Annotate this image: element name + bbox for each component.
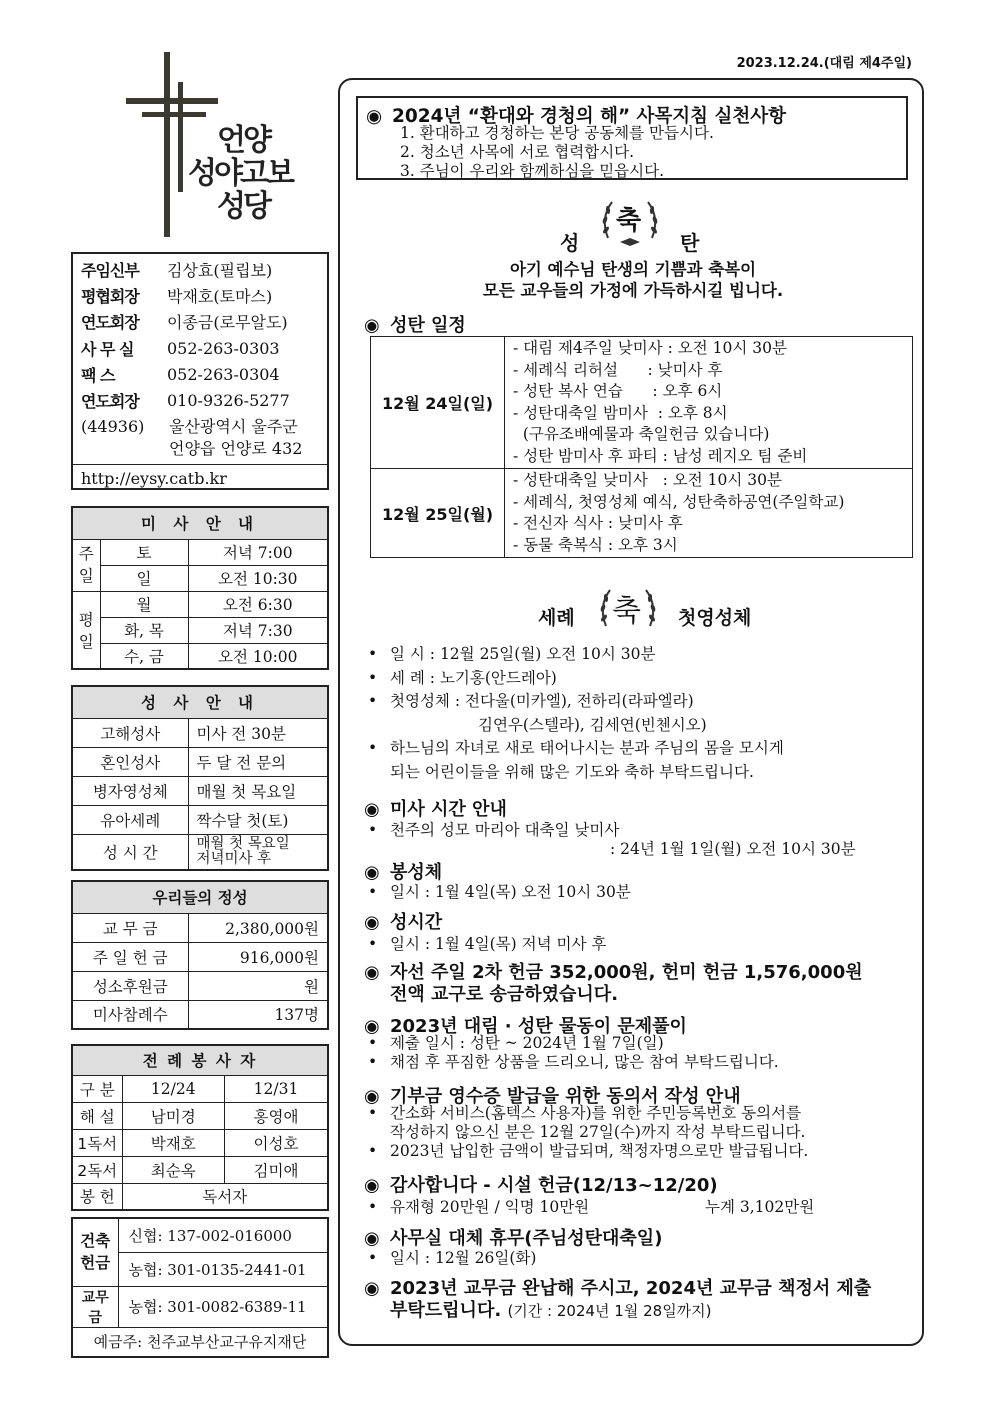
schedule-table (370, 336, 913, 558)
final-line2b: (기간 : 2024년 1월 28일까지) (507, 1302, 712, 1320)
target-bullet-icon: ◉ (364, 799, 380, 820)
mass-day: 수, 금 (100, 643, 188, 669)
mass-day: 화, 목 (100, 617, 188, 643)
mass-time: 저녁 7:30 (188, 617, 328, 643)
info-value: 010-9326-5277 (167, 391, 290, 411)
target-bullet-icon: ◉ (364, 1086, 380, 1107)
mass-guide-table (71, 506, 329, 670)
parish-logo (122, 52, 332, 242)
servers-key: 1독서 (72, 1129, 122, 1156)
christmas-right: 탄 (680, 231, 700, 255)
server-name: 김미애 (224, 1156, 328, 1183)
gyomu-label: 교무금 (72, 1286, 118, 1327)
info-key: 연도회장 (81, 313, 139, 333)
notice-line: 채점 후 푸짐한 상품을 드리오니, 많은 참여 부탁드립니다. (390, 1053, 779, 1071)
mass-guide-title: 미 사 안 내 (72, 507, 328, 539)
weekday-label: 평 일 (72, 591, 100, 669)
info-value: 박재호(토마스) (167, 286, 273, 306)
info-key: 연도회장 (81, 392, 139, 412)
servers-key: 구 분 (72, 1075, 122, 1102)
info-key: 팩 스 (81, 365, 115, 385)
baptism-line: 되는 어린이들을 위해 많은 기도와 축하 부탁드립니다. (390, 762, 754, 781)
building-fund-label: 건축 헌금 (72, 1218, 118, 1286)
notice-line: : 24년 1월 1일(월) 오전 10시 30분 (610, 840, 856, 858)
notice-line: 제출 일시 : 성탄 ~ 2024년 1월 7일(일) (390, 1034, 664, 1052)
schedule-title: 성탄 일정 (390, 315, 466, 336)
info-key: 평협회장 (81, 286, 139, 306)
baptism-line: 김연우(스텔라), 김세연(빈첸시오) (478, 715, 707, 734)
info-value: 이종금(로무알도) (167, 313, 288, 333)
server-name: 독서자 (122, 1183, 328, 1210)
target-bullet-icon: ◉ (364, 1016, 380, 1037)
schedule-items: - 성탄대축일 낮미사 : 오전 10시 30분 - 세례식, 첫영성체 예식, 성탄축하공연(주일학교) - 전신자 식사 : 낮미사 후 - 동물 축복식 : 오후 3시 (505, 469, 913, 558)
offering-value: 2,380,000원 (188, 913, 328, 942)
issue-date: 2023.12.24.(대림 제4주일) (736, 56, 912, 71)
sacrament-value: 짝수달 첫(토) (188, 805, 328, 834)
holyhour-title: 성시간 (390, 912, 443, 933)
logo-line2: 성야고보 (188, 156, 292, 191)
pastoral-item: 1. 환대하고 경청하는 본당 공동체를 만듭시다. (400, 124, 714, 142)
office-title: 사무실 대체 휴무(주님성탄대축일) (390, 1228, 663, 1249)
logo-line3: 성당 (216, 189, 269, 224)
account-shinhyup: 신협: 137-002-016000 (118, 1218, 328, 1252)
notice-line: 일시 : 1월 4일(목) 오전 10시 30분 (390, 883, 631, 901)
notice-line: 일시 : 12월 26일(화) (390, 1249, 537, 1267)
offering-key: 주 일 헌 금 (72, 942, 188, 971)
offering-value: 137명 (188, 1000, 328, 1029)
website-link[interactable]: http://eysy.catb.kr (73, 464, 327, 488)
sacrament-key: 고해성사 (72, 718, 188, 747)
baptism-line: • 첫영성체 : 전다울(미카엘), 전하리(라파엘라) (368, 692, 694, 710)
notice-line: 2023년 납입한 금액이 발급되며, 책정자명으로만 발급됩니다. (390, 1142, 809, 1160)
server-name: 박재호 (122, 1129, 224, 1156)
notice-line: 유재형 20만원 / 익명 10만원 (390, 1198, 590, 1216)
server-name: 이성호 (224, 1129, 328, 1156)
mass-time: 오전 10:00 (188, 643, 328, 669)
offering-key: 교 무 금 (72, 913, 188, 942)
offering-title: 우리들의 정성 (72, 881, 328, 913)
notice-line: 일시 : 1월 4일(목) 저녁 미사 후 (390, 935, 607, 953)
servers-table (71, 1044, 329, 1211)
pastoral-item: 3. 주님이 우리와 함께하심을 믿읍시다. (400, 162, 665, 180)
bong-title: 봉성체 (390, 862, 443, 883)
celebration-badge-icon: 축 (596, 582, 660, 638)
notice-line: 천주의 성모 마리아 대축일 낮미사 (390, 821, 620, 839)
notice-line: 간소화 서비스(홈텍스 사용자)를 위한 주민등록번호 동의서를 (390, 1104, 802, 1122)
account-nonghyup: 농협: 301-0135-2441-01 (118, 1252, 328, 1286)
christmas-message2: 모든 교우들의 가정에 가득하시길 빕니다. (482, 281, 784, 300)
final-line2: 부탁드립니다. (390, 1300, 502, 1321)
info-key: 주임신부 (81, 260, 139, 280)
target-bullet-icon: ◉ (364, 862, 380, 883)
pastoral-title: 2024년 “환대와 경청의 해” 사목지침 실천사항 (392, 106, 786, 127)
sunday-label: 주 일 (72, 539, 100, 591)
pastoral-item: 2. 청소년 사목에 서로 협력합시다. (400, 143, 635, 161)
offering-key: 성소후원금 (72, 971, 188, 1000)
servers-key: 해 설 (72, 1102, 122, 1129)
offering-value: 원 (188, 971, 328, 1000)
mass-time: 오전 10:30 (188, 565, 328, 591)
schedule-date: 12월 25일(월) (371, 469, 505, 558)
charity-line2: 전액 교구로 송금하였습니다. (390, 984, 619, 1005)
servers-title: 전 례 봉 사 자 (72, 1045, 328, 1075)
account-gyomu: 농협: 301-0082-6389-11 (118, 1286, 328, 1327)
logo-line1: 언양 (216, 123, 269, 158)
notice-line: 작성하지 않으신 분은 12월 27일(수)까지 작성 부탁드립니다. (390, 1123, 806, 1141)
offering-table (71, 880, 329, 1030)
offering-value: 916,000원 (188, 942, 328, 971)
sacrament-key: 병자영성체 (72, 776, 188, 805)
target-bullet-icon: ◉ (364, 962, 380, 983)
accounts-table (71, 1217, 329, 1358)
sacrament-key: 성 시 간 (72, 834, 188, 870)
baptism-left: 세례 (538, 607, 575, 629)
charity-line1: 자선 주일 2차 헌금 352,000원, 헌미 헌금 1,576,000원 (390, 962, 863, 983)
sacrament-value: 매월 첫 목요일 저녁미사 후 (188, 834, 328, 870)
sacrament-table (71, 685, 329, 871)
info-value: 052-263-0303 (167, 338, 280, 358)
christmas-message1: 아기 예수님 탄생의 기쁨과 축복이 (509, 260, 757, 279)
servers-key: 2독서 (72, 1156, 122, 1183)
sacrament-value: 두 달 전 문의 (188, 747, 328, 776)
notice-line: 누계 3,102만원 (705, 1198, 815, 1216)
offering-key: 미사참례수 (72, 1000, 188, 1029)
sacrament-title: 성 사 안 내 (72, 686, 328, 718)
baptism-line: • 하느님의 자녀로 새로 태어나시는 분과 주님의 몸을 모시게 (368, 739, 784, 757)
celebration-badge-icon: 축 (598, 194, 662, 250)
mass-day: 일 (100, 565, 188, 591)
final-line1: 2023년 교무금 완납해 주시고, 2024년 교무금 책정서 제출 (390, 1278, 872, 1299)
target-bullet-icon: ◉ (364, 1228, 380, 1249)
mass-day: 월 (100, 591, 188, 617)
quiz-title: 2023년 대림 · 성탄 물동이 문제풀이 (390, 1016, 687, 1037)
sacrament-key: 혼인성사 (72, 747, 188, 776)
info-value: 052-263-0304 (167, 364, 280, 384)
target-bullet-icon: ◉ (364, 1175, 380, 1196)
info-value: 김상효(필립보) (167, 260, 273, 280)
sacrament-value: 매월 첫 목요일 (188, 776, 328, 805)
server-name: 최순옥 (122, 1156, 224, 1183)
mass-time: 오전 6:30 (188, 591, 328, 617)
target-bullet-icon: ◉ (366, 106, 383, 127)
address-line1: 울산광역시 울주군 (169, 416, 298, 436)
receipt-title: 기부금 영수증 발급을 위한 동의서 작성 안내 (390, 1086, 741, 1107)
server-name: 홍영애 (224, 1102, 328, 1129)
zip-code: (44936) (81, 416, 145, 436)
servers-date: 12/24 (122, 1075, 224, 1102)
mass-day: 토 (100, 539, 188, 565)
schedule-date: 12월 24일(일) (371, 337, 505, 469)
mass-time: 저녁 7:00 (188, 539, 328, 565)
parish-info-box (71, 252, 329, 490)
target-bullet-icon: ◉ (364, 315, 380, 336)
info-key: 사 무 실 (81, 339, 134, 359)
server-name: 남미경 (122, 1102, 224, 1129)
baptism-line: • 세 례 : 노기홍(안드레아) (368, 668, 557, 687)
pastoral-box (356, 96, 908, 180)
target-bullet-icon: ◉ (364, 912, 380, 933)
sacrament-value: 미사 전 30분 (188, 718, 328, 747)
target-bullet-icon: ◉ (364, 1278, 380, 1299)
thanks-title: 감사합니다 - 시설 헌금(12/13~12/20) (390, 1175, 718, 1196)
schedule-items: - 대림 제4주일 낮미사 : 오전 10시 30분 - 세례식 리허설 : 낮미사 후 - 성탄 복사 연습 : 오후 6시 - 성탄대축일 밤미사 : 오후 8시 (구유조배예물과 축일헌금 있습니다) - 성탄 밤미사 후 파티 : 남성 레지오 팀 준비 (505, 337, 913, 469)
sacrament-key: 유아세례 (72, 805, 188, 834)
christmas-left: 성 (560, 231, 580, 255)
address-line2: 언양읍 언양로 432 (169, 438, 303, 458)
baptism-line: • 일 시 : 12월 25일(월) 오전 10시 30분 (368, 645, 656, 663)
mass-time-title: 미사 시간 안내 (390, 799, 507, 820)
baptism-right: 첫영성체 (678, 607, 752, 629)
servers-key: 봉 헌 (72, 1183, 122, 1210)
account-holder: 예금주: 천주교부산교구유지재단 (72, 1327, 328, 1357)
servers-date: 12/31 (224, 1075, 328, 1102)
